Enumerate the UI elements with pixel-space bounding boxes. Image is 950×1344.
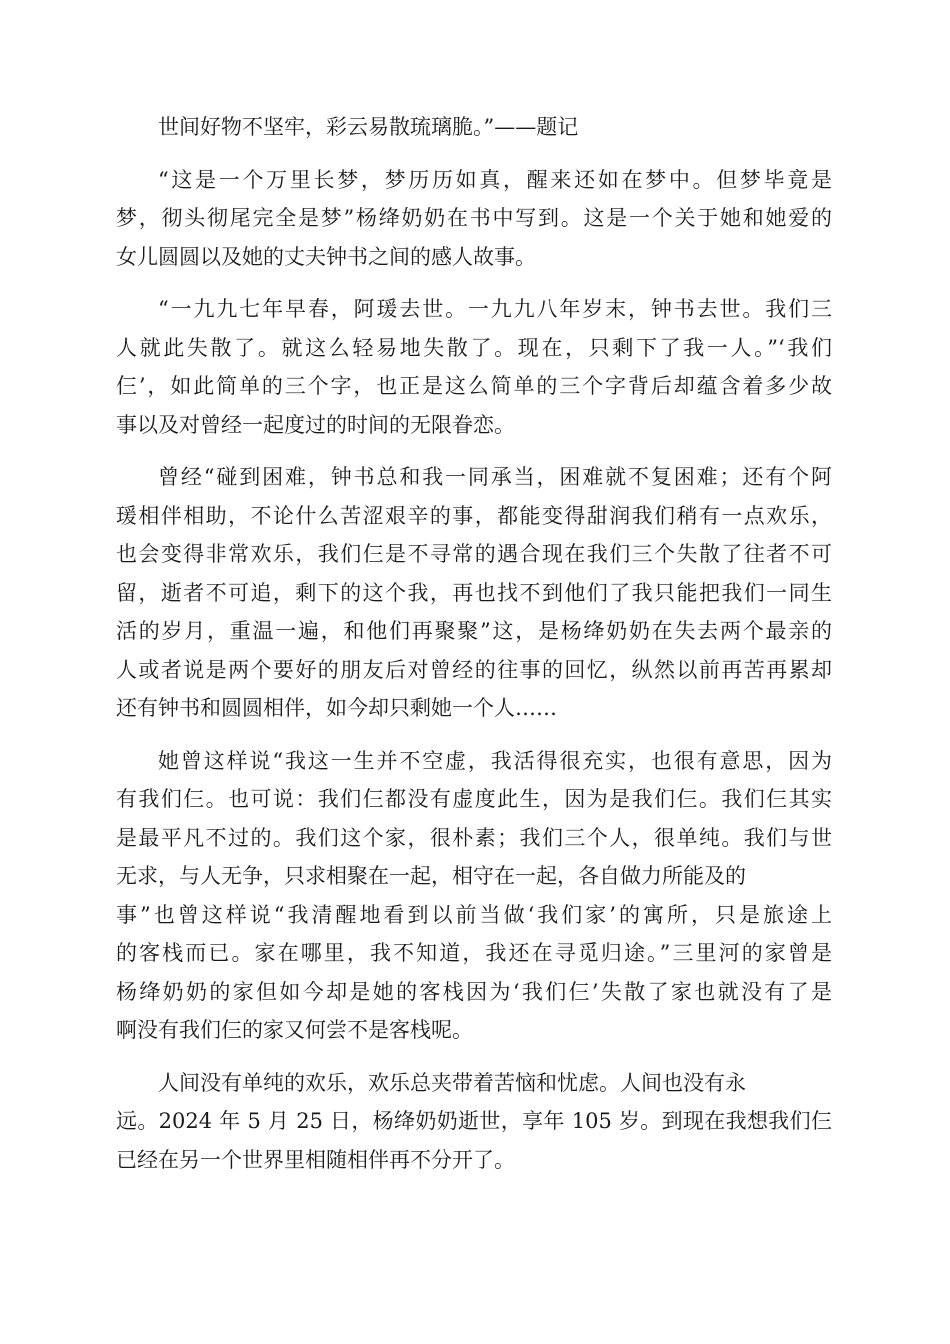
text-line: 的客栈而已。家在哪里，我不知道，我还在寻觅归途。”三里河的家曾是 [116,941,832,965]
text-line: 曾经“碰到困难，钟书总和我一同承当，困难就不复困难；还有个阿 [158,465,832,489]
text-line: 事以及对曾经一起度过的时间的无限眷恋。 [116,412,515,437]
text-line: 人就此失散了。就这么轻易地失散了。现在，只剩下了我一人。”‘我们 [116,335,832,360]
text-line: 远。2024 年 5 月 25 日，杨绛奶奶逝世，享年 105 岁。到现在我想我们仨 [116,1109,832,1133]
text-line: 杨绛奶奶的家但如今却是她的客栈因为‘我们仨’失散了家也就没有了是 [116,979,832,1004]
text-line: 人间没有单纯的欢乐，欢乐总夹带着苦恼和忧虑。人间也没有永 [158,1070,746,1095]
text-line: 瑗相伴相助，不论什么苦涩艰辛的事，都能变得甜润我们稍有一点欢乐， [116,503,832,528]
paragraph-4 [116,742,832,1050]
text-line: 也会变得非常欢乐，我们仨是不寻常的遇合现在我们三个失散了往者不可 [116,542,832,566]
paragraph-3 [116,458,832,728]
text-line: 人或者说是两个要好的朋友后对曾经的往事的回忆，纵然以前再苦再累却 [116,657,832,682]
essay-body [116,108,832,1193]
text-line: “这是一个万里长梦，梦历历如真，醒来还如在梦中。但梦毕竟是 [158,167,832,192]
text-line: 还有钟书和圆圆相伴，如今却只剩她一个人…… [116,696,557,720]
text-line: 她曾这样说“我这一生并不空虚，我活得很充实，也很有意思，因为 [158,748,832,773]
text-line: 留，逝者不可追，剩下的这个我，再也找不到他们了我只能把我们一同生 [116,580,832,605]
paragraph-2 [116,290,832,444]
text-line: 世间好物不坚牢，彩云易散琉璃脆。”——题记 [158,115,579,139]
text-line: 无求，与人无争，只求相聚在一起，相守在一起，各自做力所能及的 [116,864,746,888]
text-line: 仨’，如此简单的三个字，也正是这么简单的三个字背后却蕴含着多少故 [116,374,832,398]
text-line: 事”也曾这样说“我清醒地看到以前当做‘我们家’的寓所，只是旅途上 [116,902,832,927]
text-line: 女儿圆圆以及她的丈夫钟书之间的感人故事。 [116,244,536,269]
text-line: 有我们仨。也可说：我们仨都没有虚度此生，因为是我们仨。我们仨其实 [116,787,832,811]
epigraph-paragraph [116,108,832,147]
paragraph-1 [116,161,832,277]
text-line: 活的岁月，重温一遍，和他们再聚聚”这，是杨绛奶奶在失去两个最亲的 [116,619,832,643]
text-line: 啊没有我们仨的家又何尝不是客栈呢。 [116,1018,473,1042]
text-line: “一九九七年早春，阿瑗去世。一九九八年岁末，钟书去世。我们三 [158,297,832,321]
paragraph-5 [116,1064,832,1180]
text-line: 梦，彻头彻尾完全是梦”杨绛奶奶在书中写到。这是一个关于她和她爱的 [116,206,832,230]
text-line: 是最平凡不过的。我们这个家，很朴素；我们三个人，很单纯。我们与世 [116,825,832,850]
text-line: 已经在另一个世界里相随相伴再不分开了。 [116,1147,515,1172]
